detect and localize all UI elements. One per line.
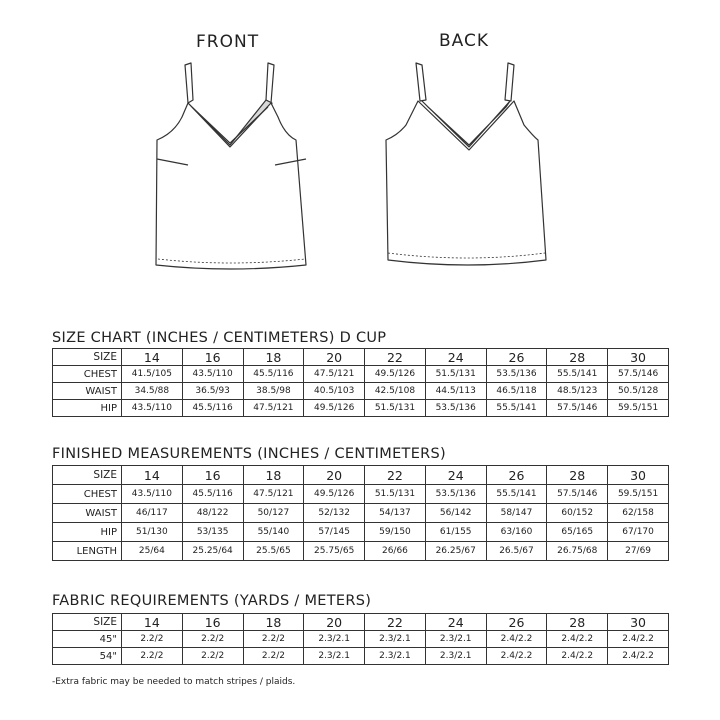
table-cell: 26.5/67 (486, 542, 547, 561)
table-cell: 43.5/110 (122, 400, 183, 417)
row-label: CHEST (53, 366, 122, 383)
table-cell: 40.5/103 (304, 383, 365, 400)
table-cell: 2.2/2 (243, 648, 304, 665)
table-cell: 2.2/2 (243, 631, 304, 648)
table-cell: 49.5/126 (365, 366, 426, 383)
size-cell: 28 (547, 349, 608, 366)
table-cell: 45.5/116 (182, 400, 243, 417)
table-cell: 2.2/2 (122, 648, 183, 665)
size-cell: 28 (547, 466, 608, 485)
table-cell: 62/158 (608, 504, 669, 523)
table-cell: 2.3/2.1 (365, 648, 426, 665)
front-view-label: FRONT (196, 32, 260, 52)
finished-measurements-title: FINISHED MEASUREMENTS (INCHES / CENTIMETERS) (52, 446, 446, 462)
fabric-note: -Extra fabric may be needed to match stripes / plaids. (52, 677, 296, 687)
table-cell: 2.4/2.2 (547, 648, 608, 665)
size-header-row (53, 466, 669, 485)
size-cell: 30 (608, 614, 669, 631)
table-cell: 2.3/2.1 (304, 648, 365, 665)
table-row (53, 648, 669, 665)
size-cell: 26 (486, 466, 547, 485)
table-cell: 51.5/131 (365, 485, 426, 504)
size-cell: 16 (182, 349, 243, 366)
row-label: SIZE (53, 349, 122, 366)
table-cell: 53.5/136 (425, 485, 486, 504)
size-cell: 18 (243, 614, 304, 631)
size-cell: 14 (122, 614, 183, 631)
table-cell: 26/66 (365, 542, 426, 561)
table-cell: 2.4/2.2 (608, 648, 669, 665)
table-cell: 53/135 (182, 523, 243, 542)
size-cell: 24 (425, 466, 486, 485)
table-cell: 2.3/2.1 (365, 631, 426, 648)
table-cell: 48.5/123 (547, 383, 608, 400)
table-cell: 57/145 (304, 523, 365, 542)
table-cell: 2.2/2 (182, 648, 243, 665)
table-cell: 47.5/121 (243, 485, 304, 504)
table-cell: 49.5/126 (304, 485, 365, 504)
table-cell: 2.4/2.2 (547, 631, 608, 648)
row-label: WAIST (53, 383, 122, 400)
table-row (53, 542, 669, 561)
table-cell: 50/127 (243, 504, 304, 523)
table-cell: 58/147 (486, 504, 547, 523)
size-cell: 26 (486, 349, 547, 366)
table-cell: 57.5/146 (547, 400, 608, 417)
table-row (53, 504, 669, 523)
table-cell: 59.5/151 (608, 485, 669, 504)
table-cell: 60/152 (547, 504, 608, 523)
size-cell: 16 (182, 614, 243, 631)
table-cell: 48/122 (182, 504, 243, 523)
row-label: WAIST (53, 504, 122, 523)
size-cell: 26 (486, 614, 547, 631)
table-cell: 44.5/113 (425, 383, 486, 400)
table-cell: 56/142 (425, 504, 486, 523)
table-cell: 2.3/2.1 (304, 631, 365, 648)
row-label: 54" (53, 648, 122, 665)
fabric-requirements-title: FABRIC REQUIREMENTS (YARDS / METERS) (52, 593, 372, 609)
table-cell: 54/137 (365, 504, 426, 523)
table-cell: 53.5/136 (425, 400, 486, 417)
finished-measurements-table (52, 465, 669, 561)
table-cell: 45.5/116 (243, 366, 304, 383)
table-cell: 50.5/128 (608, 383, 669, 400)
row-label: HIP (53, 523, 122, 542)
table-cell: 36.5/93 (182, 383, 243, 400)
row-label: 45" (53, 631, 122, 648)
back-camisole-illustration (374, 55, 559, 280)
table-cell: 65/165 (547, 523, 608, 542)
table-row (53, 485, 669, 504)
table-cell: 43.5/110 (122, 485, 183, 504)
size-cell: 24 (425, 614, 486, 631)
table-cell: 59/150 (365, 523, 426, 542)
row-label: LENGTH (53, 542, 122, 561)
size-header-row (53, 614, 669, 631)
size-cell: 22 (365, 614, 426, 631)
fabric-requirements-table (52, 613, 669, 665)
table-cell: 67/170 (608, 523, 669, 542)
table-cell: 52/132 (304, 504, 365, 523)
table-cell: 25.25/64 (182, 542, 243, 561)
table-cell: 55.5/141 (486, 400, 547, 417)
table-cell: 2.4/2.2 (608, 631, 669, 648)
size-cell: 30 (608, 466, 669, 485)
table-cell: 45.5/116 (182, 485, 243, 504)
table-cell: 2.3/2.1 (425, 631, 486, 648)
table-cell: 43.5/110 (182, 366, 243, 383)
table-cell: 2.2/2 (122, 631, 183, 648)
size-cell: 20 (304, 614, 365, 631)
size-cell: 22 (365, 349, 426, 366)
table-cell: 61/155 (425, 523, 486, 542)
size-cell: 18 (243, 466, 304, 485)
front-camisole-illustration (140, 55, 325, 280)
row-label: SIZE (53, 466, 122, 485)
size-chart-title: SIZE CHART (INCHES / CENTIMETERS) D CUP (52, 330, 387, 346)
size-cell: 20 (304, 349, 365, 366)
size-cell: 18 (243, 349, 304, 366)
table-row (53, 631, 669, 648)
table-cell: 2.4/2.2 (486, 648, 547, 665)
table-cell: 2.4/2.2 (486, 631, 547, 648)
size-cell: 24 (425, 349, 486, 366)
table-cell: 51.5/131 (425, 366, 486, 383)
table-cell: 34.5/88 (122, 383, 183, 400)
size-cell: 14 (122, 349, 183, 366)
table-cell: 55/140 (243, 523, 304, 542)
table-cell: 26.25/67 (425, 542, 486, 561)
table-cell: 59.5/151 (608, 400, 669, 417)
table-cell: 27/69 (608, 542, 669, 561)
back-view-label: BACK (439, 31, 490, 51)
table-cell: 25/64 (122, 542, 183, 561)
table-row (53, 523, 669, 542)
size-cell: 22 (365, 466, 426, 485)
size-cell: 14 (122, 466, 183, 485)
table-cell: 57.5/146 (547, 485, 608, 504)
size-cell: 20 (304, 466, 365, 485)
size-cell: 30 (608, 349, 669, 366)
table-row (53, 366, 669, 383)
row-label: CHEST (53, 485, 122, 504)
table-cell: 38.5/98 (243, 383, 304, 400)
table-cell: 51/130 (122, 523, 183, 542)
size-header-row (53, 349, 669, 366)
table-cell: 2.3/2.1 (425, 648, 486, 665)
table-cell: 49.5/126 (304, 400, 365, 417)
table-cell: 53.5/136 (486, 366, 547, 383)
table-cell: 46.5/118 (486, 383, 547, 400)
table-cell: 51.5/131 (365, 400, 426, 417)
table-row (53, 400, 669, 417)
table-cell: 47.5/121 (304, 366, 365, 383)
table-cell: 41.5/105 (122, 366, 183, 383)
table-cell: 57.5/146 (608, 366, 669, 383)
table-cell: 47.5/121 (243, 400, 304, 417)
size-chart-table (52, 348, 669, 417)
row-label: HIP (53, 400, 122, 417)
size-cell: 16 (182, 466, 243, 485)
table-cell: 2.2/2 (182, 631, 243, 648)
table-cell: 42.5/108 (365, 383, 426, 400)
table-cell: 46/117 (122, 504, 183, 523)
table-cell: 55.5/141 (547, 366, 608, 383)
size-cell: 28 (547, 614, 608, 631)
table-cell: 55.5/141 (486, 485, 547, 504)
table-cell: 25.5/65 (243, 542, 304, 561)
table-row (53, 383, 669, 400)
row-label: SIZE (53, 614, 122, 631)
table-cell: 63/160 (486, 523, 547, 542)
table-cell: 26.75/68 (547, 542, 608, 561)
table-cell: 25.75/65 (304, 542, 365, 561)
